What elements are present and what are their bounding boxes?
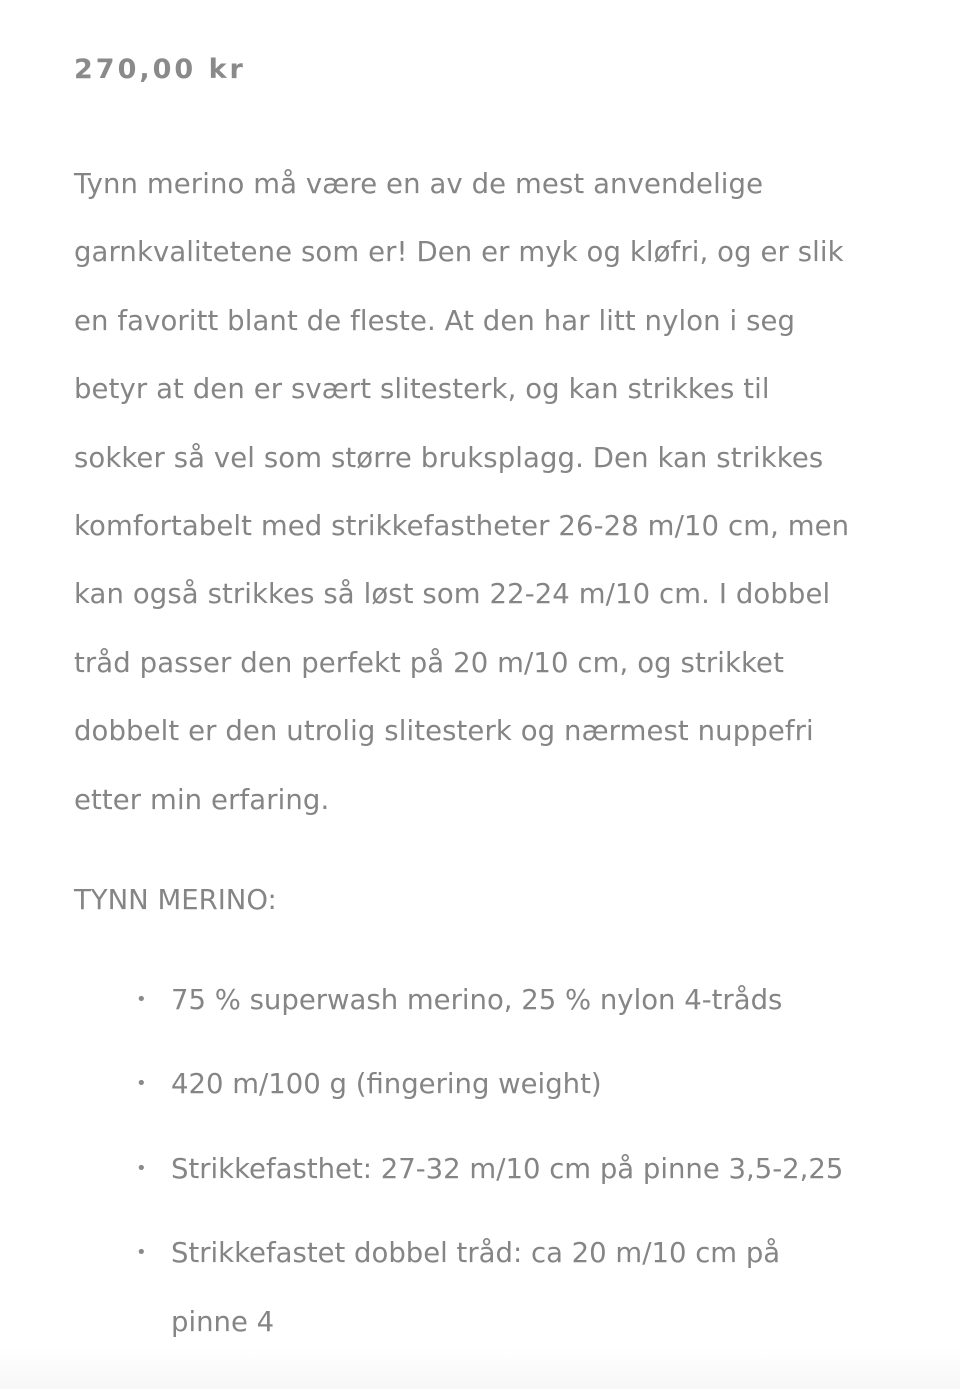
description-line: betyr at den er svært slitesterk, og kan strikkes til [74,373,770,406]
bullet-icon: • [136,1242,147,1264]
spec-text: Strikkefastet dobbel tråd: ca 20 m/10 cm på [171,1237,781,1270]
spec-text: Strikkefasthet: 27-32 m/10 cm på pinne 3,5-2,25 [171,1152,844,1185]
product-description [74,150,894,834]
bullet-icon: • [136,1073,147,1095]
spec-text: 420 m/100 g (fingering weight) [171,1068,602,1101]
bottom-fade [0,1349,960,1389]
description-line: tråd passer den perfekt på 20 m/10 cm, og strikket [74,646,784,679]
description-line: kan også strikkes så løst som 22-24 m/10 cm. I dobbel [74,578,831,611]
spec-item [0,1050,960,1118]
product-price: 270,00 kr [74,54,246,85]
spec-item [0,1135,960,1203]
spec-item [0,966,960,1034]
spec-list [0,966,960,1356]
bullet-icon: • [136,989,147,1010]
description-line: sokker så vel som større bruksplagg. Den kan strikkes [74,441,824,474]
bullet-icon: • [136,1157,147,1179]
spec-text-continuation: pinne 4 [171,1305,275,1338]
description-line: garnkvalitetene som er! Den er myk og kløfri, og er slik [74,236,844,269]
description-line: dobbelt er den utrolig slitesterk og nærmest nuppefri [74,715,814,748]
spec-heading: TYNN MERINO: [74,884,277,916]
description-line: en favoritt blant de fleste. At den har litt nylon i seg [74,304,796,337]
description-line: Tynn merino må være en av de mest anvendelige [74,168,764,200]
spec-item [0,1219,960,1356]
description-line: etter min erfaring. [74,783,330,816]
spec-text: 75 % superwash merino, 25 % nylon 4-tråds [171,984,783,1016]
description-line: komfortabelt med strikkefastheter 26-28 m/10 cm, men [74,510,850,543]
